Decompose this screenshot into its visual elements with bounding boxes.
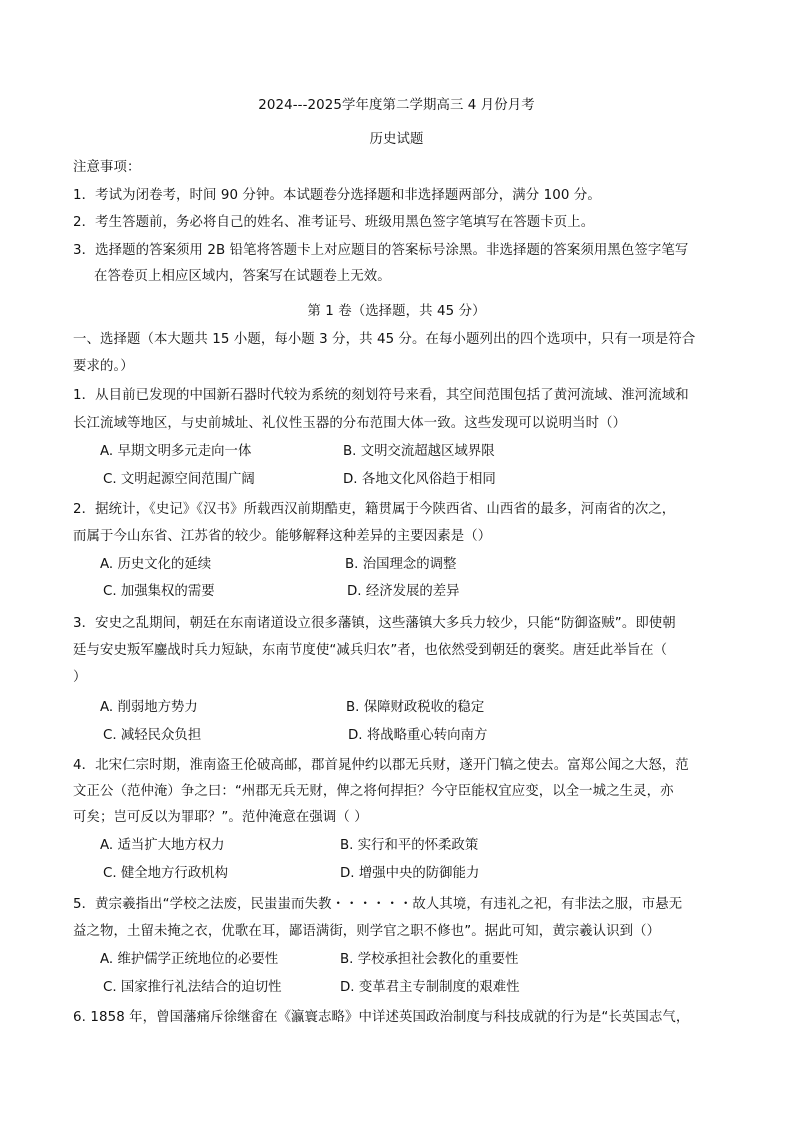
note-item: 在答卷页上相应区域内，答案写在试题卷上无效。 <box>94 269 391 284</box>
question-3-option-d[interactable]: D. 将战略重心转向南方 <box>348 728 488 743</box>
exam-title: 2024---2025学年度第二学期高三 4 月份月考 <box>258 98 535 113</box>
question-1-option-a[interactable]: A. 早期文明多元走向一体 <box>100 444 252 459</box>
question-1-stem: 1．从目前已发现的中国新石器时代较为系统的刻划符号来看，其空间范围包括了黄河流域、淮河流域和 <box>73 388 689 403</box>
question-4-option-b[interactable]: B. 实行和平的怀柔政策 <box>340 838 479 853</box>
question-2-option-d[interactable]: D. 经济发展的差异 <box>347 584 460 599</box>
note-item: 1．考试为闭卷考，时间 90 分钟。本试题卷分选择题和非选择题两部分，满分 100 分。 <box>73 188 601 203</box>
question-3-option-a[interactable]: A. 削弱地方势力 <box>100 700 198 715</box>
question-2-option-a[interactable]: A. 历史文化的延续 <box>100 557 212 572</box>
question-3-stem: 廷与安史叛军鏖战时兵力短缺，东南节度使“减兵归农”者，也依然受到朝廷的褒奖。唐廷此举旨在（ <box>73 643 668 658</box>
section-title: 第 1 卷（选择题，共 45 分） <box>307 304 486 319</box>
question-2-stem: 2．据统计，《史记》《汉书》所载西汉前期酷吏，籍贯属于今陕西省、山西省的最多，河南省的次之， <box>73 502 676 517</box>
note-item: 2．考生答题前，务必将自己的姓名、准考证号、班级用黑色签字笔填写在答题卡页上。 <box>73 215 595 230</box>
section-instructions: 要求的。） <box>73 359 134 374</box>
note-item: 3．选择题的答案须用 2B 铅笔将答题卡上对应题目的答案标号涂黑。非选择题的答案须用黑色签字笔写 <box>73 243 689 258</box>
question-4-stem: 可矣；岂可反以为罪耶？”。范仲淹意在强调（ ） <box>73 810 368 825</box>
notes-heading: 注意事项： <box>73 160 141 175</box>
question-3-option-b[interactable]: B. 保障财政税收的稳定 <box>346 700 485 715</box>
question-3-stem: 3．安史之乱期间，朝廷在东南诸道设立很多藩镇，这些藩镇大多兵力较少，只能“防御盗贼”。即使朝 <box>73 616 676 631</box>
question-6-stem: 6. 1858 年，曾国藩痛斥徐继畲在《瀛寰志略》中详述英国政治制度与科技成就的行为是“长英国志气， <box>73 1010 690 1025</box>
question-5-stem: 5．黄宗羲指出“学校之法废，民蚩蚩而失教・・・・・・故人其境，有违礼之祀，有非法之服，市悬无 <box>73 897 683 912</box>
question-5-option-d[interactable]: D. 变革君主专制制度的艰难性 <box>340 980 520 995</box>
question-5-stem: 益之物，土留未掩之衣，优歌在耳，鄙语满街，则学官之职不修也”。据此可知，黄宗羲认识到（） <box>73 924 661 939</box>
question-3-stem: ） <box>73 670 87 685</box>
question-5-option-b[interactable]: B. 学校承担社会教化的重要性 <box>340 952 519 967</box>
question-2-stem: 而属于今山东省、江苏省的较少。能够解释这种差异的主要因素是（） <box>73 529 492 544</box>
question-4-option-a[interactable]: A. 适当扩大地方权力 <box>100 838 225 853</box>
question-2-option-c[interactable]: C. 加强集权的需要 <box>103 584 215 599</box>
question-4-option-c[interactable]: C. 健全地方行政机构 <box>103 866 228 881</box>
question-5-option-a[interactable]: A. 维护儒学正统地位的必要性 <box>100 952 279 967</box>
question-2-option-b[interactable]: B. 治国理念的调整 <box>345 557 457 572</box>
subject-title: 历史试题 <box>369 132 424 147</box>
question-1-option-c[interactable]: C. 文明起源空间范围广阔 <box>103 472 255 487</box>
question-1-option-b[interactable]: B. 文明交流超越区域界限 <box>343 444 495 459</box>
question-1-stem: 长江流域等地区，与史前城址、礼仪性玉器的分布范围大体一致。这些发现可以说明当时（） <box>73 416 627 431</box>
question-4-option-d[interactable]: D. 增强中央的防御能力 <box>340 866 480 881</box>
question-5-option-c[interactable]: C. 国家推行礼法结合的迫切性 <box>103 980 282 995</box>
question-4-stem: 4．北宋仁宗时期，淮南盗王伦破高邮，郡首晁仲约以郡无兵财，遂开门犒之使去。富郑公闻之大怒，范 <box>73 758 689 773</box>
question-3-option-c[interactable]: C. 减轻民众负担 <box>103 728 202 743</box>
question-4-stem: 文正公（范仲淹）争之曰：“州郡无兵无财，俾之将何捍拒？今守臣能权宜应变，以全一城之生灵，亦 <box>73 784 674 799</box>
question-1-option-d[interactable]: D. 各地文化风俗趋于相同 <box>343 472 496 487</box>
section-instructions: 一、选择题（本大题共 15 小题，每小题 3 分，共 45 分。在每小题列出的四个选项中，只有一项是符合 <box>73 332 696 347</box>
